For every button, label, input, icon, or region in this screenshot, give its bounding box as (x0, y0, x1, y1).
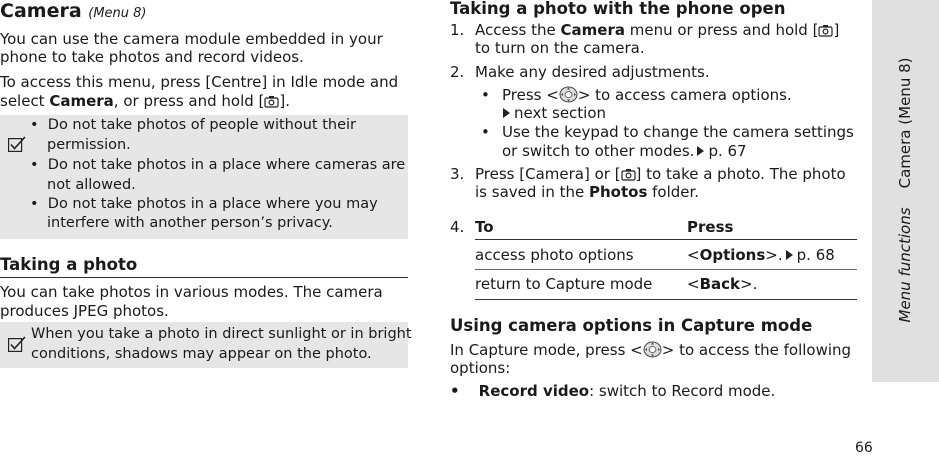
intro-line-1: You can use the camera module embedded in your (0, 30, 383, 48)
with-phone-heading: Taking a photo with the phone open (450, 0, 786, 18)
sub-bullet-2-line-1: Use the keypad to change the camera settings (502, 123, 854, 141)
camera-key-icon (818, 24, 833, 37)
capture-options-heading: Using camera options in Capture mode (450, 316, 813, 335)
sub-bullet-1-dot: • (481, 86, 490, 104)
taking-photo-line-2: produces JPEG photos. (0, 302, 169, 320)
step-4-number: 4. (450, 218, 465, 236)
table-row-2-to: return to Capture mode (475, 275, 653, 293)
sub-bullet-1-line-2: next section (500, 104, 606, 123)
sub-bullet-2-dot: • (481, 123, 490, 141)
camera-key-icon (621, 168, 636, 181)
access-line-2: select Camera, or press and hold [ ]. (0, 92, 291, 110)
step-1-line-1: Access the Camera menu or press and hold [ ] (475, 21, 840, 39)
sub-bullet-2-line-2: or switch to other modes. p. 67 (502, 142, 747, 160)
step-3-line-2: is saved in the Photos folder. (475, 183, 700, 201)
table-row-2-press: <Back>. (687, 275, 758, 293)
menu-reference: (Menu 8) (88, 6, 147, 21)
step-2-number: 2. (450, 63, 465, 81)
table-row-1-press: <Options>. p. 68 (687, 246, 835, 264)
table-header-press: Press (687, 218, 734, 236)
step-1-line-2: to turn on the camera. (475, 39, 645, 57)
taking-photo-heading: Taking a photo (0, 255, 138, 274)
cross-reference-arrow-icon (503, 108, 510, 118)
note-bullet-3: • Do not take photos in a place where you may (30, 196, 378, 212)
note-bullet-3-cont: interfere with another person’s privacy. (47, 215, 333, 231)
table-row-1-to: access photo options (475, 246, 634, 264)
access-line-1: To access this menu, press [Centre] in Idle mode and (0, 73, 399, 91)
page-number: 66 (855, 440, 873, 456)
note2-line-1: When you take a photo in direct sunlight or in bright (31, 326, 412, 342)
table-header-to: To (475, 218, 494, 236)
table-row-rule (475, 269, 857, 270)
step-1-number: 1. (450, 21, 465, 39)
checkmark-icon (8, 336, 26, 352)
note-bullet-2: • Do not take photos in a place where cameras are (30, 157, 406, 173)
table-bottom-rule (475, 299, 857, 300)
step-2-text: Make any desired adjustments. (475, 63, 710, 81)
step-3-number: 3. (450, 165, 465, 183)
intro-line-2: phone to take photos and record videos. (0, 48, 304, 66)
nav-key-icon (559, 86, 578, 103)
camera-key-icon (264, 95, 279, 108)
note-bullet-1: • Do not take photos of people without their (30, 117, 356, 133)
checkmark-icon (8, 136, 26, 152)
step-3-line-1: Press [Camera] or [ ] to take a photo. The photo (475, 165, 846, 183)
sub-bullet-1-line-1: Press < > to access camera options. (502, 86, 792, 104)
note-bullet-1-cont: permission. (47, 137, 131, 153)
taking-photo-line-1: You can take photos in various modes. The camera (0, 283, 383, 301)
note-bullet-2-cont: not allowed. (47, 177, 136, 193)
cross-reference-arrow-icon (786, 250, 793, 260)
table-header-rule (475, 239, 857, 240)
page-title (0, 0, 147, 26)
cross-reference-arrow-icon (697, 146, 704, 156)
capture-options-line-2: options: (450, 359, 511, 377)
section-title: Camera (0, 0, 82, 22)
capture-options-line-1: In Capture mode, press < > to access the following (450, 341, 852, 359)
sidebar-label: Menu functions Camera (Menu 8) (896, 57, 914, 323)
heading-rule (0, 277, 408, 278)
note2-line-2: conditions, shadows may appear on the photo. (31, 346, 372, 362)
nav-key-icon (643, 341, 662, 358)
capture-options-bullet: • Record video: switch to Record mode. (450, 382, 776, 400)
